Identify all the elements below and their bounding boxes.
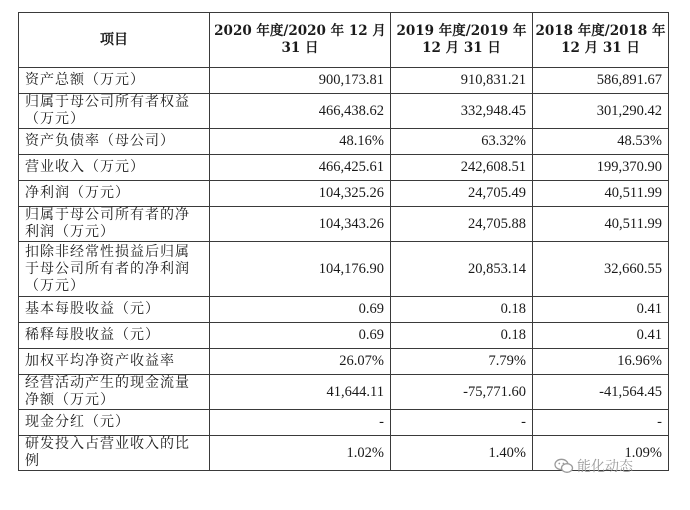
- value-2018: 301,290.42: [533, 94, 669, 129]
- row-label: 研发投入占营业收入的比例: [19, 436, 210, 471]
- row-label: 归属于母公司所有者的净利润（万元）: [19, 207, 210, 242]
- header-2020: 2020 年度/2020 年 12 月 31 日: [210, 13, 391, 68]
- row-label: 经营活动产生的现金流量净额（万元）: [19, 375, 210, 410]
- header-2019: 2019 年度/2019 年 12 月 31 日: [391, 13, 533, 68]
- value-2018: 16.96%: [533, 349, 669, 375]
- watermark: [554, 456, 633, 476]
- value-2020: 104,325.26: [210, 181, 391, 207]
- value-2020: 26.07%: [210, 349, 391, 375]
- value-2019: 7.79%: [391, 349, 533, 375]
- row-label: 扣除非经常性损益后归属于母公司所有者的净利润（万元）: [19, 242, 210, 297]
- value-2018: 0.41: [533, 297, 669, 323]
- value-2019: 0.18: [391, 297, 533, 323]
- value-2020: 41,644.11: [210, 375, 391, 410]
- value-2018: 40,511.99: [533, 207, 669, 242]
- row-label: 现金分红（元）: [19, 410, 210, 436]
- value-2018: 1.09%: [533, 436, 669, 471]
- value-2020: 104,176.90: [210, 242, 391, 297]
- value-2019: 24,705.88: [391, 207, 533, 242]
- row-label: 资产总额（万元）: [19, 68, 210, 94]
- table-row: [19, 68, 669, 94]
- value-2018: 40,511.99: [533, 181, 669, 207]
- value-2019: -75,771.60: [391, 375, 533, 410]
- watermark-text: 能化动态: [577, 459, 633, 475]
- value-2019: 910,831.21: [391, 68, 533, 94]
- value-2019: 332,948.45: [391, 94, 533, 129]
- value-2019: 63.32%: [391, 129, 533, 155]
- row-label: 净利润（万元）: [19, 181, 210, 207]
- value-2019: -: [391, 410, 533, 436]
- table-header-row: [19, 13, 669, 68]
- value-2020: 48.16%: [210, 129, 391, 155]
- value-2018: 586,891.67: [533, 68, 669, 94]
- table-row: [19, 410, 669, 436]
- value-2018: -: [533, 410, 669, 436]
- table-row: [19, 297, 669, 323]
- value-2019: 20,853.14: [391, 242, 533, 297]
- value-2019: 1.40%: [391, 436, 533, 471]
- value-2020: 466,425.61: [210, 155, 391, 181]
- row-label: 加权平均净资产收益率: [19, 349, 210, 375]
- table-row: [19, 323, 669, 349]
- table-row: [19, 181, 669, 207]
- table-row: [19, 94, 669, 129]
- value-2019: 0.18: [391, 323, 533, 349]
- value-2018: 48.53%: [533, 129, 669, 155]
- header-2018: 2018 年度/2018 年 12 月 31 日: [533, 13, 669, 68]
- row-label: 资产负债率（母公司）: [19, 129, 210, 155]
- value-2020: 1.02%: [210, 436, 391, 471]
- header-item: 项目: [19, 13, 210, 68]
- financial-summary-table: [18, 12, 669, 471]
- row-label: 营业收入（万元）: [19, 155, 210, 181]
- row-label: 基本每股收益（元）: [19, 297, 210, 323]
- value-2018: 199,370.90: [533, 155, 669, 181]
- value-2020: 104,343.26: [210, 207, 391, 242]
- row-label: 稀释每股收益（元）: [19, 323, 210, 349]
- table-row: [19, 349, 669, 375]
- value-2018: 32,660.55: [533, 242, 669, 297]
- table-row: [19, 129, 669, 155]
- value-2020: 900,173.81: [210, 68, 391, 94]
- value-2019: 24,705.49: [391, 181, 533, 207]
- value-2018: 0.41: [533, 323, 669, 349]
- value-2020: 466,438.62: [210, 94, 391, 129]
- table-row: [19, 155, 669, 181]
- value-2020: 0.69: [210, 323, 391, 349]
- value-2020: 0.69: [210, 297, 391, 323]
- table-row: [19, 375, 669, 410]
- row-label: 归属于母公司所有者权益（万元）: [19, 94, 210, 129]
- value-2018: -41,564.45: [533, 375, 669, 410]
- table-row: [19, 207, 669, 242]
- value-2019: 242,608.51: [391, 155, 533, 181]
- table-row: [19, 242, 669, 297]
- wechat-icon: [554, 458, 574, 474]
- value-2020: -: [210, 410, 391, 436]
